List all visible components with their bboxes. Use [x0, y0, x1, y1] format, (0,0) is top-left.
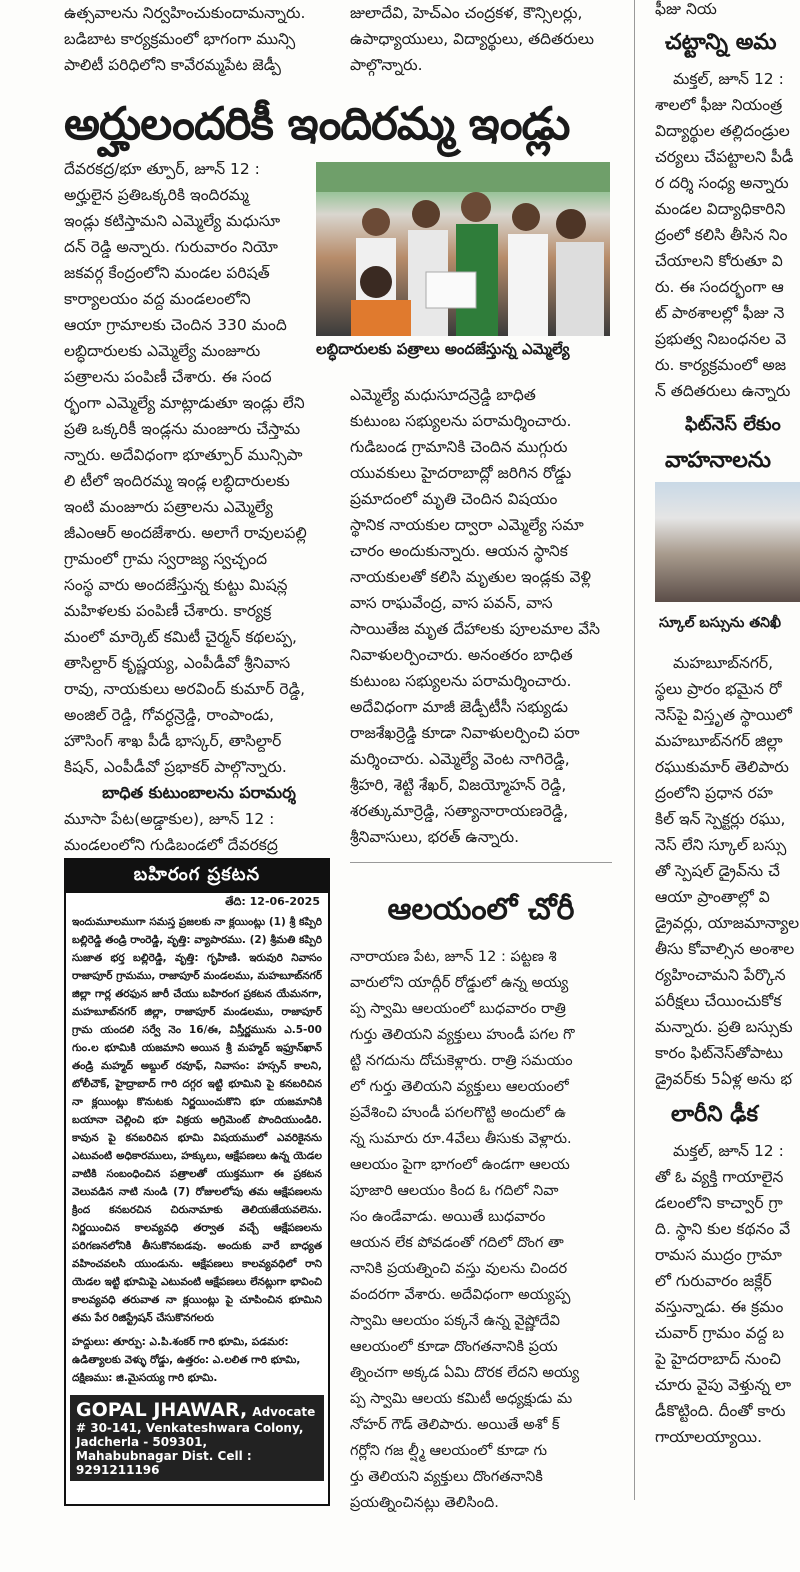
text-line: ర దర్శి సంధ్య అన్నారు: [655, 174, 789, 192]
text-line: వారులోని యాద్గీర్ రోడ్డులో ఉన్న అయ్య: [350, 975, 569, 991]
text-line: గ్రామంలో గ్రామ స్వరాజ్య స్వచ్ఛంద: [64, 550, 268, 568]
subheading: బాధిత కుటుంబాలను పరామర్శ: [102, 783, 296, 802]
text-line: లో గుర్తు తెలియని వ్యక్తులు ఆలయంలో: [350, 1079, 569, 1095]
text-line: శరత్కుమార్రెడ్డి, సత్యానారాయణరెడ్డి,: [350, 802, 569, 820]
text-line: మహబూబ్‌నగర్,: [673, 654, 774, 672]
text-line: పత్రాలను పంపిణీ చేశారు. ఈ సంద: [64, 368, 272, 386]
text-line: చర్యలు చేపట్టాలని పీడీ: [655, 148, 794, 166]
text-line: తీసు కోవాల్సిన అంశాల: [655, 940, 795, 958]
photo-illustration: [316, 162, 610, 336]
text-line: రామస ముద్రం గ్రామా: [655, 1246, 782, 1264]
text-line: రాజశేఖర్రెడ్డి కూడా నివాళులర్పించి పరా: [350, 724, 580, 742]
text-line: న్నారు. అదేవిధంగా భూత్పూర్ మున్సిపా: [64, 446, 303, 464]
text-line: ఇండ్లు కటిస్తామని ఎమ్మెల్యే మధుసూ: [64, 212, 281, 230]
text-line: ఇంటి మంజూరు పత్రాలను ఎమ్మెల్యే: [64, 498, 273, 516]
text-line: జకవర్గ కేంద్రంలోని మండల పరిషత్: [64, 264, 270, 282]
text-line: మక్తల్, జూన్ 12 :: [673, 70, 784, 88]
advocate-name: GOPAL JHAWAR,: [76, 1399, 248, 1421]
text-line: ఆయా ప్రాంతాల్లో వి: [655, 888, 770, 906]
advocate-contact: Mahabubnagar Dist. Cell : 9291211196: [76, 1449, 252, 1477]
text-line: నెస్‌పై విస్తృత స్థాయిలో: [655, 706, 792, 724]
text-line: యువకులు హైదరాబాద్లో జరిగిన రోడ్డు: [350, 464, 572, 482]
text-line: డ్రైవర్లు, యాజమాన్యాల: [655, 914, 800, 932]
section-divider: [350, 862, 612, 863]
ad-date: తేది: 12-06-2025: [225, 895, 320, 908]
prev-article-tail-mid: [350, 0, 612, 78]
text-line: ప్రమాదంలో మృతి చెందిన విషయం: [350, 490, 558, 508]
text-line: లబ్ధిదారులకు ఎమ్మెల్యే మంజూరు: [64, 342, 261, 360]
text-line: కుటుంబ సభ్యులను పరామర్శించారు.: [350, 672, 572, 690]
text-line: ట్ పాఠశాలల్లో ఫీజు నె: [655, 304, 785, 322]
right-headline-1: చట్టాన్ని అమ: [665, 30, 777, 55]
text-line: మన్నారు. ప్రతి బస్సుకు: [655, 1018, 793, 1036]
text-line: పరీక్షలు చేయించుకోక: [655, 992, 782, 1010]
text-line: అంజిల్ రెడ్డి, గోవర్ధన్రెడ్డి, రాంపాండు,: [64, 706, 275, 724]
advocate-address: # 30-141, Venkateshwara Colony, Jadcherla - 509301,: [76, 1421, 304, 1449]
text-line: స్థలు ప్రారం భమైన రో: [655, 680, 782, 698]
text-line: నివాళులర్పించారు. అనంతరం బాధిత: [350, 646, 573, 664]
text-line: కిల్ ఇన్ స్పెక్టర్లు రఘు,: [655, 810, 786, 828]
text-line: పై హైదరాబాద్ నుంచి: [655, 1350, 781, 1368]
text-line: ఫీజు నియ: [655, 0, 717, 18]
text-line: రఘుకుమార్ తెలిపారు: [655, 758, 789, 776]
text-line: కారం ఫిట్‌నెస్‌తోపాటు: [655, 1044, 783, 1062]
ad-title: బహిరంగ ప్రకటన: [66, 860, 328, 893]
text-line: జులాదేవి, హెచ్ఎం చంద్రకళ, కౌన్సిలర్లు,: [350, 4, 583, 22]
text-line: ఎమ్మెల్యే మధుసూదన్రెడ్డి బాధిత: [350, 386, 536, 404]
text-line: జీఎంఆర్ అందజేశారు. అలాగే రావులపల్లి: [64, 524, 307, 542]
text-line: తో స్పెషల్ డ్రైవ్‌ను చే: [655, 862, 780, 880]
text-line: త్నించగా అక్కడ ఏమి దొరక లేదని అయ్య: [350, 1365, 580, 1381]
text-line: చారం అందుకున్నారు. ఆయన స్థానిక: [350, 542, 568, 560]
text-line: కుటుంబ సభ్యులను పరామర్శించారు.: [350, 412, 572, 430]
text-line: ట్టి నగదును దోచుకెళ్లారు. రాత్రి సమయం: [350, 1053, 573, 1069]
dateline: మూసా పేట(అడ్డాకుల), జూన్ 12 :: [64, 810, 275, 828]
text-line: మహబూబ్‌నగర్ జిల్లా: [655, 732, 783, 750]
text-line: ప్రయత్నించినట్లు తెలిసింది.: [350, 1495, 499, 1511]
text-line: ప్రతి ఒక్కరికీ ఇండ్లను మంజూరు చేస్తామ: [64, 420, 301, 438]
text-line: కిషన్, ఎంపీడీవో ప్రభాకర్ పాల్గొన్నారు.: [64, 758, 287, 776]
text-line: వందరగా వేశారు. అదేవిధంగా అయ్యప్ప: [350, 1287, 571, 1303]
text-line: రావు, నాయకులు అరవింద్ కుమార్ రెడ్డి,: [64, 680, 306, 698]
text-line: ప్ప స్వామి ఆలయంలో బుధవారం రాత్రి: [350, 1001, 566, 1017]
text-line: చేయాలని కోరుతూ వి: [655, 252, 783, 270]
bus-photo: [655, 482, 800, 602]
text-line: మక్తల్, జూన్ 12 :: [673, 1142, 784, 1160]
text-line: చూరు వైపు వెళ్తున్న లా: [655, 1376, 792, 1394]
text-line: వాస రాఘవేంద్ర, వాస పవన్, వాస: [350, 594, 553, 612]
text-line: రు. కార్యక్రమంలో అజ: [655, 356, 787, 374]
story-col1: [64, 156, 314, 390]
public-notice-ad: [64, 858, 330, 1506]
right-headline-2b: వాహనాలను: [665, 448, 771, 473]
story-col1-cont: [64, 390, 334, 858]
text-line: ర్తు తెలియని వ్యక్తులు దొంగతనానికి: [350, 1469, 543, 1485]
text-line: స్వామి ఆలయం పక్కనే ఉన్న వైష్ణోదేవి: [350, 1313, 560, 1329]
text-line: గుర్తు తెలియని వ్యక్తులు హుండీ పగల గొ: [350, 1027, 575, 1043]
text-line: ఆయా గ్రామాలకు చెందిన 330 మంది: [64, 316, 287, 334]
text-line: అదేవిధంగా మాజీ జెడ్పీటీసీ సభ్యుడు: [350, 698, 568, 716]
text-line: డ్రైవర్‌కు 5ఏళ్ల అను భ: [655, 1070, 792, 1088]
text-line: ఉపాధ్యాయులు, విద్యార్థులు, తదితరులు: [350, 30, 595, 48]
text-line: ద్రంలో కలిసి తీసిన నిం: [655, 226, 788, 244]
text-line: బడిబాట కార్యక్రమంలో భాగంగా మున్సి: [64, 30, 296, 48]
text-line: మంలో మార్కెట్ కమిటీ చైర్మన్ కథలప్ప,: [64, 628, 297, 646]
text-line: శ్రీనివాసులు, భరత్ ఉన్నారు.: [350, 828, 520, 846]
text-line: చువార్ గ్రామం వద్ద బ: [655, 1324, 785, 1342]
text-line: పాల్గొన్నారు.: [350, 56, 423, 74]
text-line: నోహర్ గౌడ్ తెలిపారు. అయితే అశో క్: [350, 1417, 560, 1433]
text-line: లో గురువారం జక్లేర్: [655, 1272, 772, 1290]
text-line: శ్రీహరి, శెట్టి శేఖర్, విజయ్మోహన్ రెడ్డి,: [350, 776, 567, 794]
text-line: మర్శించారు. ఎమ్మెల్యే వెంట నాగిరెడ్డి,: [350, 750, 570, 768]
text-line: దన్ రెడ్డి అన్నారు. గురువారం నియో: [64, 238, 278, 256]
text-line: న్న సుమారు రూ.4వేలు తీసుకు వెళ్లారు.: [350, 1131, 572, 1147]
text-line: ప్రవేశించి హుండీ పగలగొట్టి అందులో ఉ: [350, 1105, 566, 1121]
main-headline: అర్హులందరికీ ఇందిరమ్మ ఇండ్లు: [64, 97, 570, 150]
text-line: ఆయన లేక పోవడంతో గదిలో దొంగ తా: [350, 1235, 564, 1251]
text-line: డలంలోని కాచ్వార్ గ్రా: [655, 1194, 783, 1212]
text-line: నాయకులతో కలిసి మృతుల ఇండ్లకు వెళ్లి: [350, 568, 592, 586]
text-line: ఉత్సవాలను నిర్వహించుకుందామన్నారు.: [64, 4, 306, 22]
theft-headline: ఆలయంలో చోరీ: [387, 892, 575, 927]
text-line: సంస్థ వారు అందజేస్తున్న కుట్టు మిషన్ల: [64, 576, 288, 594]
text-line: శాలలో ఫీజు నియంత్ర: [655, 96, 783, 114]
text-line: అర్హులైన ప్రతిఒక్కరికి ఇందిరమ్మ: [64, 186, 249, 204]
text-line: ఆలయం పైగా భాగంలో ఉండగా ఆలయ: [350, 1157, 570, 1173]
text-line: గర్లోని గజ ల్ష్మీ ఆలయంలో కూడా గు: [350, 1443, 548, 1459]
text-line: ప్రభుత్వ నిబంధనల వె: [655, 330, 787, 348]
ad-signature: [70, 1395, 324, 1481]
text-line: పూజారి ఆలయం కింద ఓ గదిలో నివా: [350, 1183, 559, 1199]
prev-article-tail-left: [64, 0, 334, 78]
ad-body: ఇందుమూలముగా సమస్త ప్రజలకు నా క్లయింట్లు (1) శ్రీ కప్పిరి బల్లిరెడ్డి తండ్రి రాంరెడ్డి, వృత్తి: వ్యాపారము. (2) శ్రీమతి కప్పిరి సుజాత భర్త బల్లిరెడ్డి, వృత్తి: గృహిణి. ఇరువురి నివాసం రాజాపూర్ గ్రామము, రాజాపూర్ మండలము, మహబూబ్‌నగర్ జిల్లా గార్ల తరఫున జారీ చేయు బహిరంగ ప్రకటన యేమనగా, మహబూబ్‌నగర్ జిల్లా, రాజాపూర్ మండలము, రాజాపూర్ గ్రామ యందలి సర్వే నెం 16/ఈ, విస్తీర్ణమును ఎ.5-00 గుం.ల భూమికి యజమాని అయిన శ్రీ మహ్మద్ ఇఫ్రూన్‌ఖాన్ తండ్రి మహ్మద్ అబ్దుల్ రవూఫ్, నివాసం: హస్సన్ కాలని, టోలీచౌక్, హైద్రాబాద్ గారి దగ్గర ఇట్టి భూమిని పై కనబరిచిన నా క్లయింట్లు కొనుటకు నిర్ణయించుకొని భూ యజమానికి బయానా చెల్లించి భూ విక్రయ అగ్రిమెంట్ పొందియుండిరి. కావున పై కనబరిచిన భూమి విషయములో ఎవరికైనను ఎటువంటి అధికారములు, హక్కులు, ఆక్షేపణలు ఉన్న యెడల వాటికి సంబంధించిన పత్రాలతో యుక్తముగా ఈ ప్రకటన వెలువడిన నాటి నుండి (7) రోజులలోపు తమ ఆక్షేపణలను క్రింద కనబరచిన చిరునామాకు తెలియజేయవలెను. నిర్ణయించిన కాలవ్యవధి తర్వాత వచ్చే ఆక్షేపణలను పరిగణనలోనికి తీసుకొనబడవు. అందుకు వారే బాధ్యత వహించవలసి యుండును. ఆక్షేపణలు కాలవ్యవధిలో రాని యెడల ఇట్టి భూమిపై ఎటువంటి ఆక్షేపణలు లేనట్లుగా భావించి కాలవ్యవధి తరువాత నా క్లయింట్లు పై చూపించిన భూమిని తమ పేర రిజిస్ట్రేషన్ చేసుకొనగలరు: [72, 916, 322, 1324]
text-line: సాయితేజ మృత దేహాలకు పూలమాల వేసి: [350, 620, 601, 638]
column-rule: [634, 0, 635, 1500]
text-line: సం ఉండేవాడు. అయితే బుధవారం: [350, 1209, 546, 1225]
text-line: తాసిల్దార్ కృష్ణయ్య, ఎంపీడీవో శ్రీనివాస: [64, 654, 291, 672]
text-line: తో ఓ వ్యక్తి గాయాలైన: [655, 1168, 784, 1186]
text-line: పాలిటీ పరిధిలోని కావేరమ్మపేట జెడ్పీ: [64, 56, 281, 74]
text-line: ఆలయంలో కూడా దొంగతనానికి ప్రయ: [350, 1339, 558, 1355]
text-line: వస్తున్నాడు. ఈ క్రమం: [655, 1298, 784, 1316]
ad-boundaries: హద్దులు: తూర్పు: ఎ.పి.శంకర్ గారి భూమి, పడమర: ఉడిత్యాలకు వెళ్ళు రోడ్డు, ఉత్తరం: ఎ.లలిత గారి భూమి, దక్షిణము: జి.మైసయ్య గారి భూమి.: [72, 1336, 301, 1384]
text-line: హౌసింగ్ శాఖ పీడీ భాస్కర్, తాసిల్దార్: [64, 732, 282, 750]
theft-story: [350, 944, 612, 1516]
text-line: డీకొట్టింది. దీంతో కారు: [655, 1402, 786, 1420]
advocate-role: Advocate: [252, 1405, 316, 1419]
news-photo: [316, 162, 610, 336]
text-line: రు. ఈ సందర్భంగా ఆ: [655, 278, 784, 296]
story-col2: [350, 382, 612, 850]
text-line: ప్ప స్వామి ఆలయ కమిటీ అధ్యక్షుడు మ: [350, 1391, 573, 1407]
text-line: ర్యహించామని పేర్కొన: [655, 966, 786, 984]
text-line: గాయాలయ్యాయి.: [655, 1428, 763, 1446]
text-line: ది. స్థాని కుల కథనం వే: [655, 1220, 791, 1238]
text-line: గుడిబండ గ్రామానికి చెందిన ముగ్గురు: [350, 438, 568, 456]
text-line: మహిళలకు పంపిణీ చేశారు. కార్యక్ర: [64, 602, 272, 620]
right-photo-caption: స్కూల్ బస్సును తనిఖీ: [659, 615, 781, 631]
text-line: విద్యార్థుల తల్లిదండ్రుల: [655, 122, 790, 140]
right-headline-3: లారీని ఢీక: [671, 1102, 758, 1127]
dateline: దేవరకద్ర/భూ త్పూర్, జూన్ 12 :: [64, 160, 260, 178]
text-line: మండలంలోని గుడిబండలో దేవరకద్ర: [64, 836, 278, 854]
text-line: నానికి ప్రయత్నించి వస్తు వులను చిందర: [350, 1261, 568, 1277]
text-line: నారాయణ పేట, జూన్ 12 : పట్టణ శి: [350, 949, 557, 965]
text-line: న్ తదితరులు ఉన్నారు: [655, 382, 791, 400]
text-line: మండల విద్యాధికారిని: [655, 200, 786, 218]
text-line: ద్రంలోని ప్రధాన రహ: [655, 784, 773, 802]
text-line: నెస్ లేని స్కూల్ బస్సు: [655, 836, 787, 854]
right-headline-2a: ఫిట్‌నెస్ లేకుం: [685, 414, 781, 435]
text-line: లి టీలో ఇందిరమ్మ ఇండ్ల లబ్ధిదారులకు: [64, 472, 290, 490]
text-line: ర్భంగా ఎమ్మెల్యే మాట్లాడుతూ ఇండ్లు లేని: [64, 394, 305, 412]
text-line: స్థానిక నాయకుల ద్వారా ఎమ్మెల్యే సమా: [350, 516, 584, 534]
right-column: [655, 0, 800, 1450]
photo-caption: లబ్ధిదారులకు పత్రాలు అందజేస్తున్న ఎమ్మెల్యే: [316, 340, 570, 358]
text-line: కార్యాలయం వద్ద మండలంలోని: [64, 290, 251, 308]
